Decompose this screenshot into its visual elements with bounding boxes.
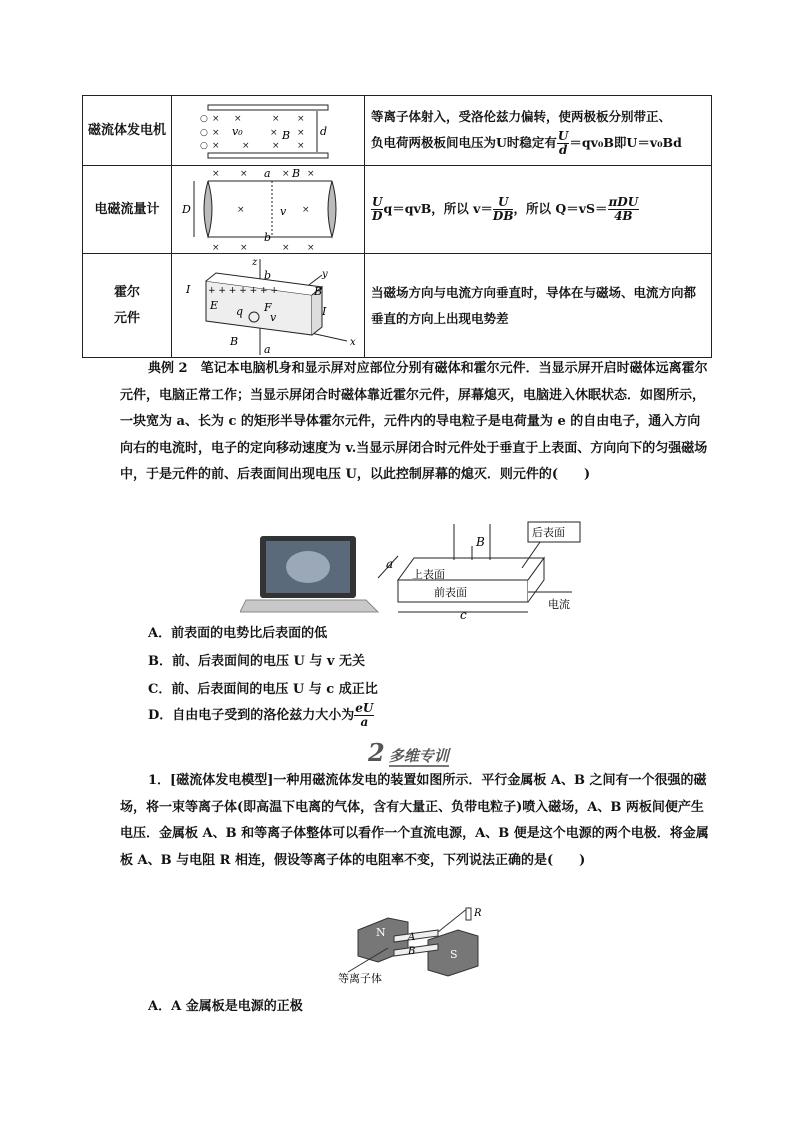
svg-text:×: × <box>212 140 220 151</box>
svg-text:×: × <box>212 113 220 124</box>
svg-text:×: × <box>212 168 220 179</box>
svg-text:B: B <box>230 334 239 348</box>
svg-text:B: B <box>408 946 416 957</box>
svg-text:N: N <box>376 926 386 939</box>
question-1: 1．[磁流体发电模型]一种用磁流体发电的装置如图所示．平行金属板 A、B 之间有一个很强的磁场，将一束等离子体(即高温下电离的气体，含有大量正、负带电粒子)喷入磁场，A、B 两板间便产生电压．金属板 A、B 和等离子体整体可以看作一个直流电源，A、B 便是这个电源的两个电极．将金属板 A、B 与电阻 R 相连，假设等离子体的电阻率不变，下列说法正确的是( ) <box>120 773 709 868</box>
svg-text:a: a <box>386 557 394 571</box>
svg-text:q: q <box>236 304 244 318</box>
svg-text:○: ○ <box>200 113 208 124</box>
svg-text:D: D <box>182 202 191 216</box>
svg-text:×: × <box>302 204 310 215</box>
svg-text:电流: 电流 <box>548 598 570 611</box>
svg-text:×: × <box>272 140 280 151</box>
svg-text:×: × <box>282 242 290 253</box>
flowmeter-figure <box>172 166 365 254</box>
svg-text:I: I <box>186 282 191 296</box>
svg-text:v: v <box>280 204 287 218</box>
svg-text:○: ○ <box>200 140 208 151</box>
row-desc: 当磁场方向与电流方向垂直时，导体在与磁场、电流方向都垂直的方向上出现电势差 <box>365 254 712 358</box>
comparison-table <box>82 95 712 358</box>
mhd-device-figure <box>338 900 488 994</box>
svg-text:○: ○ <box>200 127 208 138</box>
svg-text:v: v <box>270 310 277 324</box>
mhd-generator-figure <box>172 96 365 166</box>
svg-text:B: B <box>314 284 323 298</box>
svg-text:×: × <box>270 127 278 138</box>
svg-text:×: × <box>297 113 305 124</box>
svg-text:B: B <box>476 535 485 549</box>
svg-text:B: B <box>292 166 301 180</box>
svg-text:×: × <box>242 140 250 151</box>
svg-text:z: z <box>252 256 258 268</box>
svg-text:×: × <box>307 168 315 179</box>
svg-text:×: × <box>307 242 315 253</box>
svg-text:R: R <box>474 908 482 919</box>
svg-text:×: × <box>297 127 305 138</box>
svg-text:F: F <box>264 300 272 314</box>
svg-text:×: × <box>282 168 290 179</box>
svg-text:a: a <box>264 166 271 180</box>
row-name: 电磁流量计 <box>83 166 172 254</box>
svg-text:v₀: v₀ <box>232 124 243 138</box>
svg-text:A: A <box>408 932 416 943</box>
svg-text:×: × <box>212 127 220 138</box>
hall-element-figure <box>172 254 365 358</box>
option-d[interactable]: D．自由电子受到的洛伦兹力大小为 $\frac{eU}{a}$ <box>148 701 374 729</box>
q1-option-a[interactable]: A．A 金属板是电源的正极 <box>148 999 303 1014</box>
example-paragraph: 典例 2 笔记本电脑机身和显示屏对应部位分别有磁体和霍尔元件．当显示屏开启时磁体远离霍尔元件，电脑正常工作；当显示屏闭合时磁体靠近霍尔元件，屏幕熄灭，电脑进入休眠状态．如图所示，一块宽为 a、长为 c 的矩形半导体霍尔元件，元件内的导电粒子是电荷量为 e 的自由电子，通入方向向右的电流时，电子的定向移动速度为 v.当显示屏闭合时元件处于垂直于上表面、方向向下的匀强磁场中，于是元件的前、后表面间出现电压 U，以此控制屏幕的熄灭．则元件的( ) <box>120 361 708 482</box>
svg-text:I: I <box>322 304 327 318</box>
svg-text:等离子体: 等离子体 <box>338 972 382 985</box>
svg-text:a: a <box>264 342 271 356</box>
svg-text:d: d <box>320 124 328 138</box>
svg-text:b: b <box>264 230 272 244</box>
row-name: 磁流体发电机 <box>83 96 172 166</box>
svg-text:后表面: 后表面 <box>532 526 565 539</box>
svg-text:x: x <box>350 336 356 348</box>
svg-text:前表面: 前表面 <box>434 586 467 599</box>
svg-text:E: E <box>210 298 219 312</box>
row-name: 霍尔 元件 <box>83 254 172 358</box>
option-b[interactable]: B．前、后表面间的电压 U 与 v 无关 <box>148 654 365 669</box>
hall-slab-figure <box>372 520 587 624</box>
svg-text:c: c <box>460 608 467 620</box>
svg-text:×: × <box>237 204 245 215</box>
svg-text:B: B <box>282 128 291 142</box>
section-heading: 2 多维专训 <box>368 738 449 767</box>
option-c[interactable]: C．前、后表面间的电压 U 与 c 成正比 <box>148 682 378 697</box>
row-desc: $\frac{U}{D}$ q＝qvB，所以 v＝ $\frac{U}{DB}$ ，所以 Q＝vS＝ $\frac{\text{πDU}}{4B}$ <box>365 166 712 254</box>
laptop-figure <box>240 534 380 618</box>
svg-text:×: × <box>272 113 280 124</box>
svg-text:×: × <box>212 242 220 253</box>
svg-text:b: b <box>264 268 272 282</box>
svg-text:×: × <box>240 242 248 253</box>
svg-text:×: × <box>297 140 305 151</box>
svg-text:+ + + + + + +: + + + + + + + <box>208 285 278 296</box>
option-a[interactable]: A．前表面的电势比后表面的低 <box>148 626 328 641</box>
svg-text:S: S <box>450 948 458 961</box>
svg-text:y: y <box>322 268 328 280</box>
svg-text:×: × <box>240 168 248 179</box>
svg-text:上表面: 上表面 <box>412 568 445 581</box>
svg-text:×: × <box>234 113 242 124</box>
row-desc: 等离子体射入，受洛伦兹力偏转，使两极板分别带正、 负电荷两极板间电压为U时稳定有 $\frac{U}{d}$ ＝qv₀B即U＝v₀Bd <box>365 96 712 166</box>
